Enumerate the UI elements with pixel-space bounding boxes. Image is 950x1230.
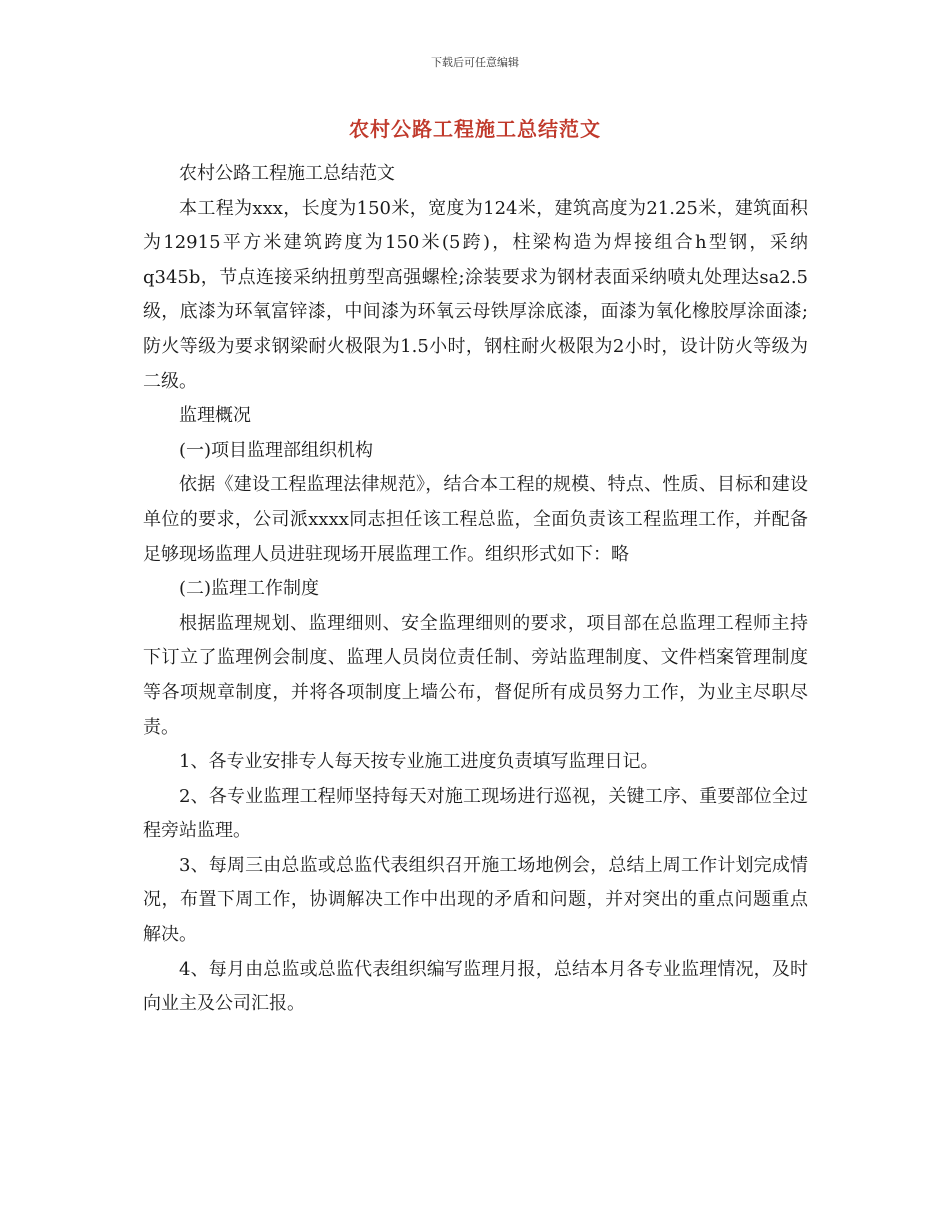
paragraph-system: 根据监理规划、监理细则、安全监理细则的要求，项目部在总监理工程师主持下订立了监理例会制度、监理人员岗位责任制、旁站监理制度、文件档案管理制度等各项规章制度，并将各项制度上墙公布，督促所有成员努力工作，为业主尽职尽责。 [143,612,808,738]
paragraph-project-overview: 本工程为xxx，长度为150米，宽度为124米，建筑高度为21.25米，建筑面积为12915平方米建筑跨度为150米(5跨)，柱梁构造为焊接组合h型钢，采纳q345b，节点连接采纳扭剪型高强螺栓;涂装要求为钢材表面采纳喷丸处理达sa2.5级，底漆为环氧富锌漆，中间漆为环氧云母铁厚涂底漆，面漆为氧化橡胶厚涂面漆;防火等级为要求钢梁耐火极限为1.5小时，钢柱耐火极限为2小时，设计防火等级为二级。 [143,197,808,392]
paragraph-organization: 依据《建设工程监理法律规范》，结合本工程的规模、特点、性质、目标和建设单位的要求，公司派xxxx同志担任该工程总监，全面负责该工程监理工作，并配备足够现场监理人员进驻现场开展监理工作。组织形式如下：略 [143,474,808,565]
section-heading-supervision: 监理概况 [179,405,251,427]
list-item-3: 3、每周三由总监或总监代表组织召开施工场地例会，总结上周工作计划完成情况，布置下周工作，协调解决工作中出现的矛盾和问题，并对突出的重点问题重点解决。 [143,854,808,946]
list-item-1: 1、各专业安排专人每天按专业施工进度负责填写监理日记。 [179,751,659,773]
list-item-2: 2、各专业监理工程师坚持每天对施工现场进行巡视，关键工序、重要部位全过程旁站监理。 [143,785,808,842]
subsection-heading-organization: (一)项目监理部组织机构 [179,439,374,461]
paragraph-subtitle: 农村公路工程施工总结范文 [179,163,395,184]
header-note: 下载后可任意编辑 [431,56,519,69]
subsection-heading-system: (二)监理工作制度 [179,578,320,600]
document-body [143,157,808,1022]
document-title: 农村公路工程施工总结范文 [349,117,601,141]
list-item-4: 4、每月由总监或总监代表组织编写监理月报，总结本月各专业监理情况，及时向业主及公司汇报。 [143,958,808,1015]
